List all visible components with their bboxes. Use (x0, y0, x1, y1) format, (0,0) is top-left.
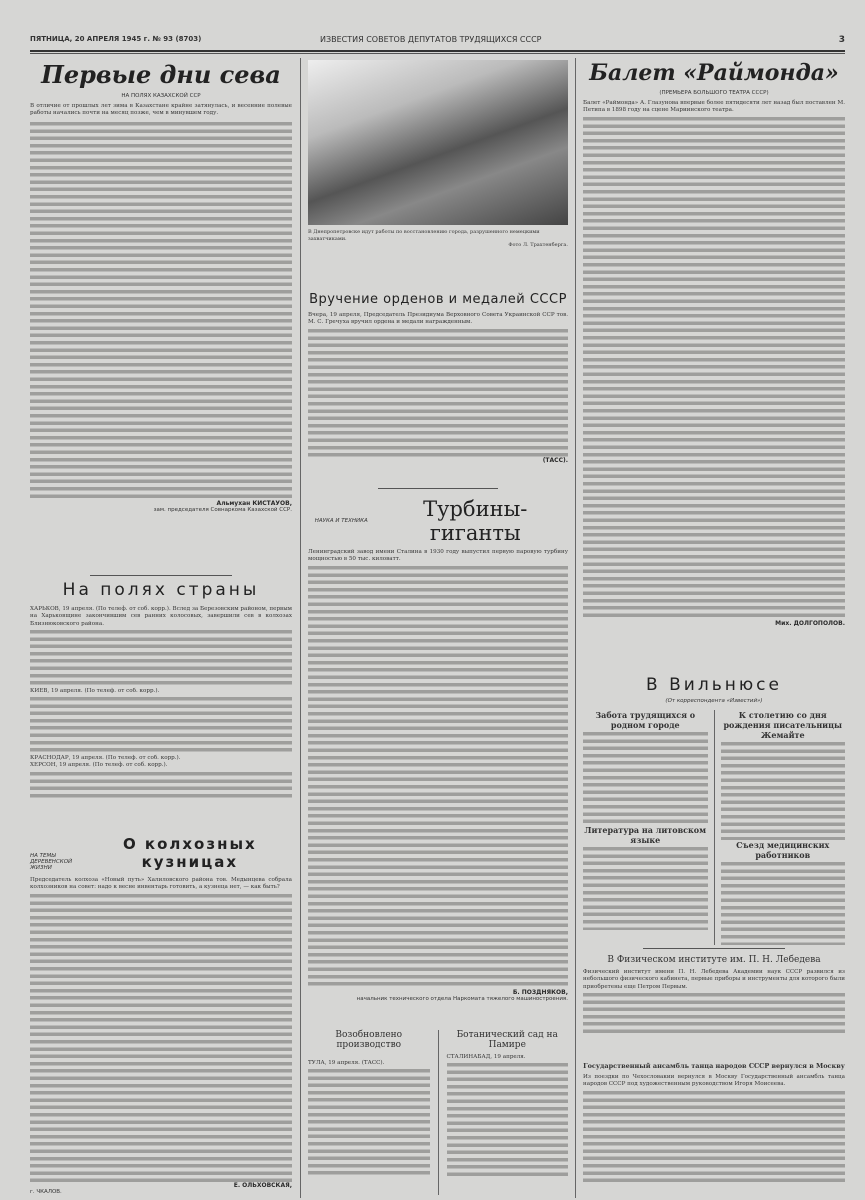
article-body (583, 845, 708, 930)
author: Б. ПОЗДНЯКОВ, (512, 988, 568, 996)
dateline: ПЯТНИЦА, 20 АПРЕЛЯ 1945 г. № 93 (8703) (30, 35, 202, 43)
article-lead: Из поездки по Чехословакии вернулся в Москву Государственный ансамбль танца народов СССР под художественным руководством Игоря Моисеева. (583, 1074, 845, 1088)
subarticle-title: Забота трудящихся о родном городе (595, 710, 696, 730)
article-body (583, 991, 845, 1036)
subarticle-title: К столетию со дня рождения писательницы Жемайте (723, 710, 843, 740)
subarticle-title: Литература на литовском языке (584, 825, 707, 845)
article-lead: В отличие от прошлых лет зима в Казахстане крайне затянулась, и весенние полевые работы начались почти на месяц позже, чем в минувшем году. (30, 103, 292, 117)
article-body (308, 564, 568, 989)
article-body (583, 730, 708, 825)
place: г. ЧКАЛОВ. (30, 1188, 62, 1195)
dispatch-kiev: КИЕВ, 19 апреля. (По телеф. от соб. корр.). (30, 687, 160, 694)
article-lead: СТАЛИНАБАД, 19 апреля. (446, 1054, 526, 1060)
article-title: Государственный ансамбль танца народов СССР вернулся в Москву (583, 1062, 845, 1070)
article-body (30, 695, 292, 755)
article-production-resumed (308, 1030, 430, 1195)
article-body (30, 892, 292, 1182)
column-divider (300, 58, 301, 1198)
rubric: НА ТЕМЫ ДЕРЕВЕНСКОЙ ЖИЗНИ (30, 853, 73, 871)
article-body (583, 1089, 845, 1184)
article-title: Турбины-гиганты (423, 497, 528, 545)
dispatch-krasnodar: КРАСНОДАР, 19 апреля. (По телеф. от соб. корр.). (30, 755, 181, 762)
article-body (447, 1061, 569, 1176)
article-awards (308, 292, 568, 472)
author: Альмухан КИСТАУОВ, (216, 499, 292, 507)
article-title: Балет «Раймонда» (589, 60, 839, 86)
author: Е. ОЛЬХОВСКАЯ, (233, 1181, 292, 1189)
header-rule (30, 50, 845, 54)
page-number: 3 (838, 35, 845, 45)
article-body (30, 628, 292, 688)
article-body (30, 120, 292, 500)
article-body (308, 1067, 430, 1177)
article-kolkhoz-smithies (30, 835, 292, 1195)
photo-caption: В Днепропетровске идут работы по восстановлению города, разрушенного немецкими захватчиками. (308, 229, 540, 242)
photo-credit: Фото Л. Трахтенберга. (508, 242, 568, 248)
article-body (308, 327, 568, 457)
source: (ТАСС). (542, 456, 568, 464)
article-lead: Председатель колхоза «Новый путь» Халиловского района тов. Медынцева собрала колхозников на совет: надо к весне инвентарь готовить, а кузнеца нет, — как быть? (30, 877, 292, 891)
article-title: В Вильнюсе (646, 675, 782, 695)
article-title: Возобновлено производство (335, 1030, 403, 1050)
bottom-middle-news (308, 1030, 568, 1195)
article-country-fields (30, 575, 292, 825)
dispatch-kherson: ХЕРСОН, 19 апреля. (По телеф. от соб. корр.). (30, 762, 168, 769)
article-body (721, 860, 846, 945)
article-turbines (308, 488, 568, 1013)
column-divider (575, 58, 576, 1198)
article-physics-institute (583, 948, 845, 1058)
article-body (721, 740, 846, 840)
article-lead: Ленинградский завод имени Сталина в 1930 году выпустил первую паровую турбину мощностью в 50 тыс. киловатт. (308, 549, 568, 563)
article-first-sowing (30, 60, 292, 540)
article-title: Ботанический сад на Памире (456, 1030, 558, 1050)
article-body (30, 770, 292, 800)
page-header (20, 35, 845, 49)
article-lead: ХАРЬКОВ, 19 апреля. (По телеф. от соб. корр.). Вслед за Березовским районом, первым на Харьковщине закончившим сев ранних колосовых, завершили сев в колхозах Близнюковского района. (30, 606, 292, 627)
article-dance-ensemble (583, 1062, 845, 1197)
article-ballet-raymonda (583, 60, 845, 645)
article-body (583, 115, 845, 620)
article-lead: Физический институт имени П. Н. Лебедева Академии наук СССР развился из небольшого физического кабинета, первые приборы и инструменты для которого были приобретены еще Петром Первым. (583, 969, 845, 990)
article-lead: Балет «Раймонда» А. Глазунова впервые более пятидесяти лет назад был поставлен М. Петипа в 1898 году на сцене Мариинского театра. (583, 100, 845, 114)
article-title: На полях страны (62, 580, 260, 600)
article-title: В Физическом институте им. П. Н. Лебедева (607, 955, 821, 965)
subarticle-title: Съезд медицинских работников (736, 840, 830, 860)
article-subtitle: (ПРЕМЬЕРА БОЛЬШОГО ТЕАТРА СССР) (659, 90, 769, 96)
article-title: Вручение орденов и медалей СССР (309, 292, 567, 307)
photo-block (308, 60, 568, 282)
article-lead: Вчера, 19 апреля, Председатель Президиума Верховного Совета Украинской ССР тов. М. С. Гречуха вручил ордена и медали награжденным. (308, 312, 568, 326)
author: Мих. ДОЛГОПОЛОВ. (775, 619, 845, 627)
article-title: Первые дни сева (41, 60, 281, 89)
author-role: зам. председателя Совнаркома Казахской ССР. (153, 506, 292, 513)
article-pamir-garden (447, 1030, 569, 1195)
article-subtitle: НА ПОЛЯХ КАЗАХСКОЙ ССР (121, 93, 201, 99)
news-photo (308, 60, 568, 225)
rubric: НАУКА И ТЕХНИКА (314, 518, 368, 524)
newspaper-name: ИЗВЕСТИЯ СОВЕТОВ ДЕПУТАТОВ ТРУДЯЩИХСЯ СССР (320, 35, 542, 44)
article-vilnius (583, 675, 845, 940)
article-lead: ТУЛА, 19 апреля. (ТАСС). (308, 1060, 385, 1066)
article-source: (От корреспондента «Известий») (665, 698, 763, 704)
author-role: начальник технического отдела Наркомата тяжелого машиностроения. (356, 995, 568, 1002)
article-title: О колхозных кузницах (122, 835, 257, 871)
